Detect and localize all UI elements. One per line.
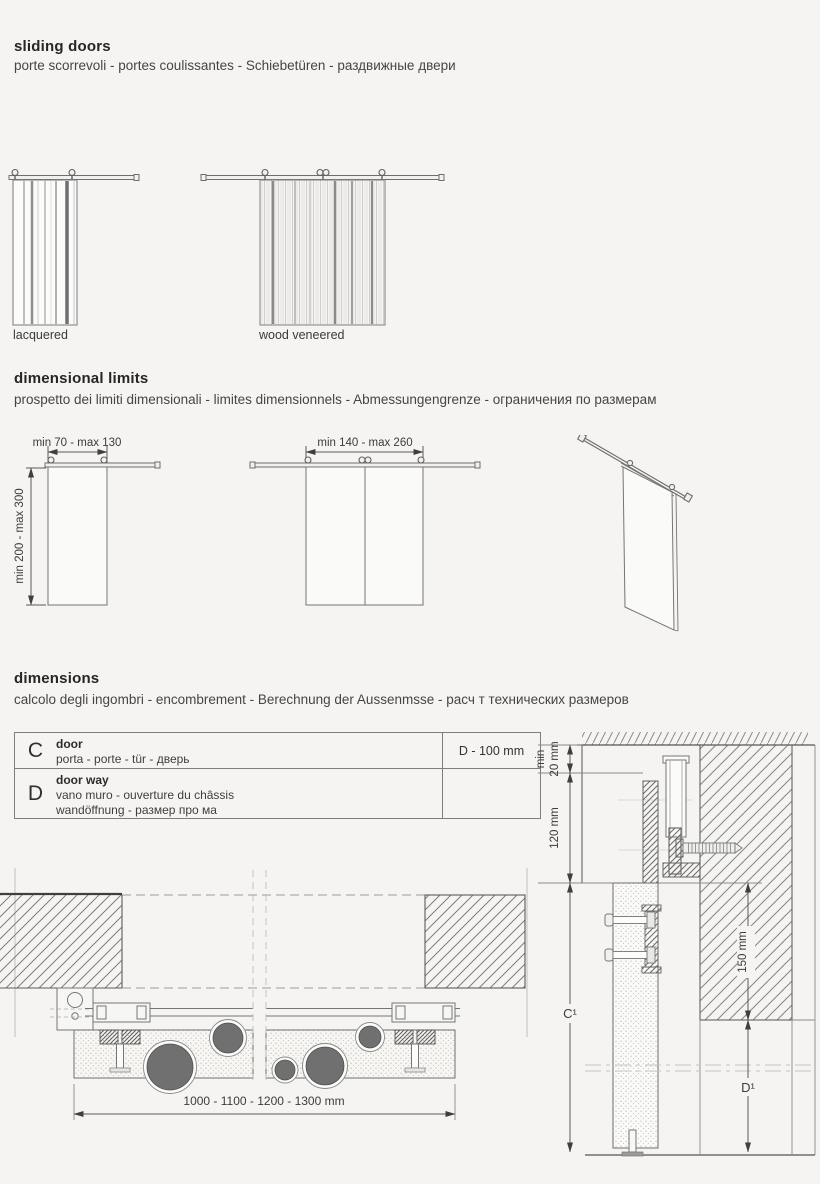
door-height-label: C¹ (563, 1006, 577, 1021)
door-panel-left (306, 467, 365, 605)
track-height-label: 120 mm (549, 807, 561, 849)
row-letter: D (27, 782, 44, 805)
row-translations: vano muro - ouverture du châssis (56, 788, 235, 802)
plan-width-label: 1000 - 1100 - 1200 - 1300 mm (183, 1094, 345, 1108)
plan-view-drawing (0, 862, 540, 1147)
rail (201, 170, 444, 182)
page-title: sliding doors (14, 38, 111, 55)
wood-veneered-door-figure (200, 168, 448, 330)
row-value (442, 769, 540, 819)
rail (250, 457, 480, 468)
break-lines (253, 870, 266, 1082)
row-term: door (56, 737, 83, 751)
table-row-doorway (15, 769, 540, 819)
door-panel-right (365, 467, 423, 605)
wall-profile (643, 781, 658, 883)
rail (45, 457, 160, 468)
dimensions-title: dimensions (14, 670, 100, 687)
right-wall-section (425, 895, 525, 988)
width-dimension (74, 1084, 455, 1120)
wall-screw (683, 843, 742, 853)
doorway-dashed-lines (122, 895, 425, 988)
height-dimension (26, 468, 46, 605)
dimensions-table (14, 732, 541, 819)
section-view-drawing (530, 715, 820, 1175)
gap-label: 20 mm (549, 741, 561, 777)
row-description (56, 737, 440, 767)
single-door-limits-diagram (14, 432, 179, 612)
gap-min-label: min (535, 749, 547, 769)
door-panel (13, 180, 77, 325)
bottom-bracket (663, 863, 700, 877)
door-panel (260, 180, 385, 325)
row-translations: porta - porte - tür - дверь (56, 752, 190, 766)
table-row-door (15, 733, 540, 769)
lacquered-label: lacquered (13, 328, 68, 342)
row-value: D - 100 mm (442, 733, 540, 768)
dimensional-limits-title: dimensional limits (14, 370, 149, 387)
wood-veneered-label: wood veneered (259, 328, 345, 342)
lacquered-door-figure (8, 168, 143, 330)
double-door-limits-diagram (240, 432, 490, 612)
row-letter: C (27, 738, 44, 762)
rail (9, 170, 139, 182)
doorway-height-label: D¹ (741, 1080, 755, 1095)
single-height-label: min 200 - max 300 (14, 488, 26, 584)
door-panel (48, 467, 107, 605)
double-width-label: min 140 - max 260 (317, 437, 413, 449)
rail-clamp-left (93, 1003, 150, 1022)
roller-carriage (666, 760, 686, 837)
ceiling-hatch (582, 732, 808, 745)
dimensions-subtitle: calcolo degli ingombri - encombrement - Berechnung der Aussenmsse - расч т технических размеров (14, 692, 629, 707)
door-panel (623, 467, 678, 631)
left-wall-section (0, 894, 122, 988)
row-description (56, 773, 440, 818)
perspective-door-diagram (575, 435, 755, 640)
overlap-label: 150 mm (737, 931, 749, 973)
row-translations-2: wandöffnung - размер про ма (56, 803, 217, 817)
page-subtitle: porte scorrevoli - portes coulissantes - Schiebetüren - раздвижные двери (14, 58, 456, 73)
row-term: door way (56, 773, 109, 787)
single-width-label: min 70 - max 130 (32, 437, 122, 449)
door-panel-section (605, 883, 661, 1156)
rail-clamp-right (392, 1003, 455, 1022)
dimensional-limits-subtitle: prospetto dei limiti dimensionali - limites dimensionnels - Abmessungengrenze - ограничения по размерам (14, 392, 657, 407)
